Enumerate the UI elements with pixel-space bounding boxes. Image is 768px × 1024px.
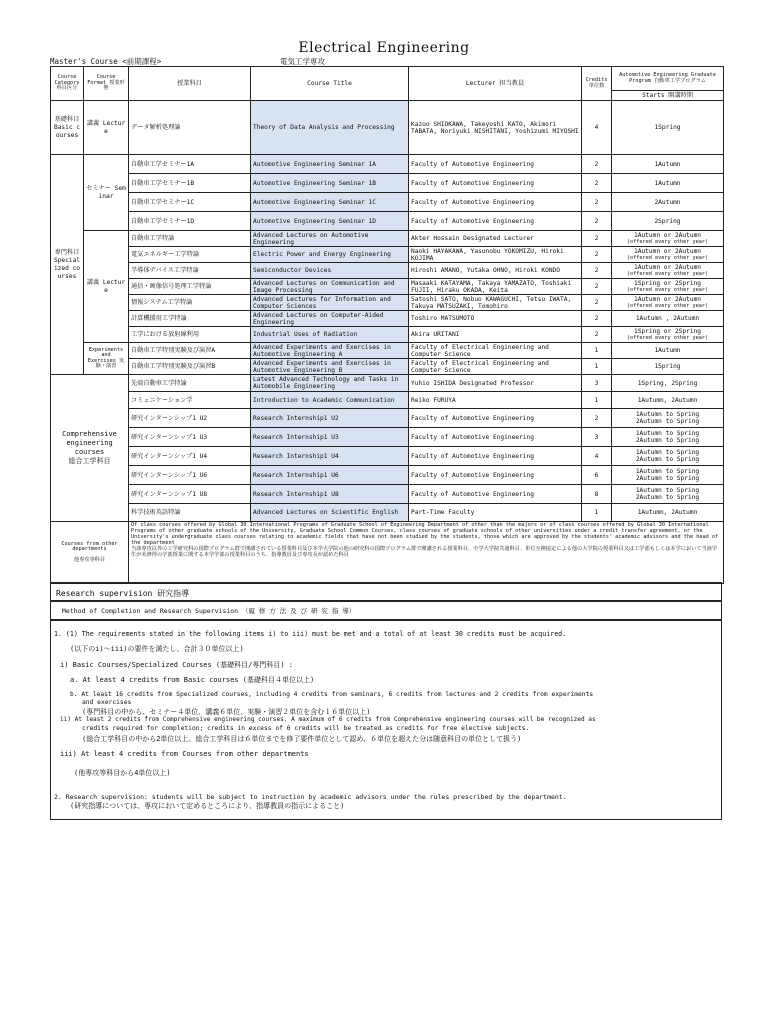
starts: 1Autumn or 2Autumn [633,296,702,303]
credits: 1 [582,504,612,522]
lecturer: Faculty of Automotive Engineering [409,193,582,212]
starts-note: (offered every other year) [626,303,709,309]
credits: 1 [582,392,612,409]
header-category: Course Category 科目区分 [51,67,84,101]
table-row [51,375,724,392]
category-other-jp: 他専攻等科目 [73,556,106,563]
header-jp-title: 授業科目 [129,67,251,101]
course-title: Automotive Engineering Seminar 1C [251,193,409,212]
table-row [51,295,724,311]
other-departments-text-jp: 当該専攻以外の工学研究科の国際プログラム群で開講されている授業科目及び本学大学院の他の研究科の国際プログラム群で開講される授業科目、全学大学院共通科目、単位互換協定による他の大学院の授業科目又は工学部もしくは本学において当該学生が未修得の学部授業に関する本学学部の授業科目のうち、指導教員及び専攻長が認めた科目 [131,546,718,558]
course-title: Research Internship1 U6 [251,466,409,485]
requirement-ii: ii) At least 2 credits from Comprehensive engineering courses. A maximum of 6 credits from Comprehensive engineering courses will be recognized as [60,716,596,723]
course-jp: 先端自動車工学特論 [129,375,251,392]
format-experiments: Experiments and Exercises 実験・演習 [84,343,129,375]
course-jp: 計算機援用工学特論 [129,311,251,327]
table-row [51,279,724,295]
page-title: Electrical Engineering [298,40,470,56]
research-heading: Research supervision 研究指導 [56,589,190,598]
credits: 2 [582,174,612,193]
requirement-iii: iii) At least 4 credits from Courses from other departments [60,750,309,758]
header-program: Automotive Engineering Graduate Program 自動車工学プログラム [612,67,724,91]
course-jp: 工学における放射線利用 [129,327,251,343]
requirement-b2: and exercises [82,699,132,706]
lecturer: Faculty of Electrical Engineering and Computer Science [409,343,582,359]
starts-note: (offered every other year) [626,287,709,293]
header-course-title: Course Title [251,67,409,101]
starts: 1Autumn [612,155,724,174]
header-lecturer: Lecturer 担当教員 [409,67,582,101]
starts-alt: 2Autumn to Spring [635,475,700,482]
starts-note: (offered every other year) [626,335,709,341]
course-title: Research Internship1 U8 [251,485,409,504]
course-jp: 研究インターンシップ1 U2 [129,409,251,428]
category-comprehensive-en: Comprehensive engineering courses [62,430,117,456]
table-row [51,428,724,447]
starts: 1Spring [612,101,724,155]
course-jp: 自動車工学セミナー1A [129,155,251,174]
credits: 2 [582,279,612,295]
lecturer: Faculty of Automotive Engineering [409,428,582,447]
category-basic: 基礎科目 Basic courses [51,101,84,155]
starts: 1Autumn to Spring [635,411,700,418]
table-row [51,101,724,155]
lecturer: Faculty of Automotive Engineering [409,155,582,174]
table-row [51,343,724,359]
subtitle-japanese: 電気工学専攻 [280,57,325,66]
category-specialized: 専門科目 Specialized courses [51,155,84,375]
credits: 3 [582,375,612,392]
course-title: Advanced Lectures on Communication and Image Processing [251,279,409,295]
course-title: Automotive Engineering Seminar 1B [251,174,409,193]
course-jp: 研究インターンシップ1 U4 [129,447,251,466]
credits: 2 [582,311,612,327]
course-title: Automotive Engineering Seminar 1A [251,155,409,174]
course-jp: 通信・画像信号処理工学特論 [129,279,251,295]
course-title: Advanced Lectures on Automotive Engineering [251,231,409,247]
category-comprehensive-jp: 総合工学科目 [68,457,111,465]
credits: 2 [582,263,612,279]
starts: 1Autumn or 2Autumn [633,264,702,271]
course-title: Advanced Experiments and Exercises in Automotive Engineering B [251,359,409,375]
starts: 1Spring [612,359,724,375]
starts: 1Autumn to Spring [635,449,700,456]
divider [50,600,722,602]
other-departments-text-en: Of class courses offered by Global 30 International Programs of Graduate School of Engineering Department of other than the majors or of class courses offered by Global 30 International Programs of other graduate schools of the University, Graduate School Common Courses, class courses of graduate schools of other universities under a credit transfer agreement, or the University's undergraduate class courses relating to academic fields that have not been studied by the students, those which are approved by the students' academic advisors and the head of the department [131,522,719,546]
table-row [51,466,724,485]
course-title: Industrial Uses of Radiation [251,327,409,343]
requirement-1-jp: (以下のi)～iii)の要件を満たし、合計３０単位以上) [70,645,244,653]
starts: 2Autumn [612,193,724,212]
starts: 1Autumn to Spring [635,487,700,494]
credits: 2 [582,231,612,247]
credits: 2 [582,193,612,212]
course-title: Research Internship1 U3 [251,428,409,447]
starts-note: (offered every other year) [626,271,709,277]
course-table [50,66,724,584]
lecturer: Yuhio ISHIDA Designated Professor [409,375,582,392]
table-row [51,231,724,247]
course-jp: 自動車工学セミナー1B [129,174,251,193]
lecturer: Faculty of Automotive Engineering [409,447,582,466]
credits: 2 [582,247,612,263]
course-title: Theory of Data Analysis and Processing [251,101,409,155]
lecturer: Faculty of Automotive Engineering [409,409,582,428]
starts: 1Spring, 2Spring [612,375,724,392]
starts-note: (offered every other year) [626,255,709,261]
credits: 8 [582,485,612,504]
credits: 2 [582,327,612,343]
course-jp: コミュニケーション学 [129,392,251,409]
starts: 1Autumn, 2Autumn [612,504,724,522]
credits: 4 [582,447,612,466]
lecturer: Part-Time Faculty [409,504,582,522]
lecturer: Faculty of Electrical Engineering and Computer Science [409,359,582,375]
format-lecture: 講義 Lecture [84,101,129,155]
course-title: Research Internship1 U2 [251,409,409,428]
starts: 1Autumn, 2Autumn [612,392,724,409]
starts: 1Autumn to Spring [635,430,700,437]
requirement-a: a. At least 4 credits from Basic courses (基礎科目４単位以上) [70,676,315,684]
starts: 1Spring or 2Spring [633,280,702,287]
starts: 1Autumn or 2Autumn [633,232,702,239]
credits: 4 [582,101,612,155]
lecturer: Masaaki KATAYAMA, Takaya YAMAZATO, Toshiaki FUJII, Hiraku OKADA, Keita [409,279,582,295]
course-title: Semiconductor Devices [251,263,409,279]
course-title: Automotive Engineering Seminar 1D [251,212,409,231]
requirement-ii2: credits required for completion; credits in excess of 6 credits will be treated as credits for free elective subjects. [82,725,530,732]
header-credits: Credits 単位数 [582,67,612,101]
lecturer: Reiko FURUYA [409,392,582,409]
credits: 6 [582,466,612,485]
starts: 1Spring or 2Spring [633,328,702,335]
category-other-en: Courses from other departments [61,540,118,553]
course-jp: 研究インターンシップ1 U3 [129,428,251,447]
table-row [51,522,724,584]
lecturer: Faculty of Automotive Engineering [409,212,582,231]
table-row [51,193,724,212]
table-row [51,447,724,466]
starts-note: (offered every other year) [626,239,709,245]
requirement-ii-jp: (総合工学科目の中から2単位以上、総合工学科目は６単位までを修了要件単位として認め、６単位を超えた分は随意科目の単位として扱う) [82,735,522,743]
starts: 1Autumn [612,174,724,193]
requirement-i: i) Basic Courses/Specialized Courses (基礎科目/専門科目) : [60,661,294,669]
table-row [51,155,724,174]
header-format: Course Format 授業形態 [84,67,129,101]
table-row [51,504,724,522]
format-lecture: 講義 Lecture [84,231,129,343]
course-jp: 自動車工学特別実験及び演習A [129,343,251,359]
course-title: Advanced Lectures on Computer-Aided Engineering [251,311,409,327]
table-row [51,485,724,504]
requirement-b-jp: (専門科目の中から、セミナー４単位、講義６単位、実験・演習２単位を含む１６単位以上) [82,708,371,716]
table-row [51,359,724,375]
credits: 2 [582,295,612,311]
starts: 1Autumn , 2Autumn [612,311,724,327]
table-row [51,392,724,409]
starts: 1Autumn [612,343,724,359]
course-jp: データ解析処理論 [129,101,251,155]
table-row [51,263,724,279]
course-jp: 半導体デバイス工学特論 [129,263,251,279]
course-title: Electric Power and Energy Engineering [251,247,409,263]
lecturer: Akter Hossain Designated Lecturer [409,231,582,247]
course-jp: 自動車工学特論 [129,231,251,247]
starts: 2Spring [612,212,724,231]
course-jp: 自動車工学特別実験及び演習B [129,359,251,375]
course-title: Latest Advanced Technology and Tasks in Automobile Engineering [251,375,409,392]
table-row [51,247,724,263]
table-row [51,311,724,327]
credits: 2 [582,409,612,428]
starts: 1Autumn to Spring [635,468,700,475]
lecturer: Faculty of Automotive Engineering [409,466,582,485]
lecturer: Faculty of Automotive Engineering [409,174,582,193]
starts-alt: 2Autumn to Spring [635,437,700,444]
method-heading: Method of Completion and Research Supervision （履 修 方 法 及 び 研 究 指 導） [62,607,356,615]
course-title: Advanced Lectures on Scientific English [251,504,409,522]
course-jp: 研究インターンシップ1 U6 [129,466,251,485]
lecturer: Toshiro MATSUMOTO [409,311,582,327]
subtitle-english: Master's Course <前期課程> [50,57,162,66]
credits: 1 [582,343,612,359]
starts-alt: 2Autumn to Spring [635,494,700,501]
course-jp: 電気エネルギー工学特論 [129,247,251,263]
starts: 1Autumn or 2Autumn [633,248,702,255]
credits: 1 [582,359,612,375]
lecturer: Naoki HAYAKAWA, Yasunobu YOKOMIZU, Hiroki KOJIMA [409,247,582,263]
requirement-iii-jp: (他専攻等科目から4単位以上) [74,769,171,777]
lecturer: Kazuo SHIOKAWA, Takeyoshi KATO, Akimori TABATA, Noriyuki NISHITANI, Yoshizumi MIYOSHI [409,101,582,155]
lecturer: Satoshi SATO, Nobuo KAWAGUCHI, Tetsu IWATA, Takuya MATSUZAKI, Tomohiro [409,295,582,311]
credits: 2 [582,155,612,174]
course-jp: 情報システム工学特論 [129,295,251,311]
course-title: Advanced Experiments and Exercises in Automotive Engineering A [251,343,409,359]
starts-alt: 2Autumn to Spring [635,418,700,425]
course-jp: 自動車工学セミナー1D [129,212,251,231]
requirement-2-jp: (研究指導については、専攻において定めるところにより、指導教員の指示によること) [70,802,345,810]
course-title: Research Internship1 U4 [251,447,409,466]
format-seminar: セミナー Seminar [84,155,129,231]
table-row [51,409,724,428]
header-starts: Starts 開講時期 [612,91,724,101]
lecturer: Faculty of Automotive Engineering [409,485,582,504]
credits: 3 [582,428,612,447]
table-row [51,327,724,343]
table-row [51,174,724,193]
lecturer: Akira URITANI [409,327,582,343]
requirement-1: 1. (1) The requirements stated in the following items i) to iii) must be met and a total of at least 30 credits must be acquired. [54,630,567,638]
requirement-2: 2. Research supervision: students will be subject to instruction by academic advisors under the rules prescribed by the department. [54,793,567,801]
course-jp: 研究インターンシップ1 U8 [129,485,251,504]
course-jp: 科学技術英語特論 [129,504,251,522]
course-jp: 自動車工学セミナー1C [129,193,251,212]
requirement-b: b. At least 16 credits from Specialized courses, including 4 credits from seminars, 6 credits from lectures and 2 credits from experiments [70,691,594,698]
credits: 2 [582,212,612,231]
course-title: Advanced Lectures for Information and Computer Sciences [251,295,409,311]
starts-alt: 2Autumn to Spring [635,456,700,463]
course-title: Introduction to Academic Communication [251,392,409,409]
lecturer: Hiroshi AMANO, Yutaka OHNO, Hiroki KONDO [409,263,582,279]
table-row [51,212,724,231]
